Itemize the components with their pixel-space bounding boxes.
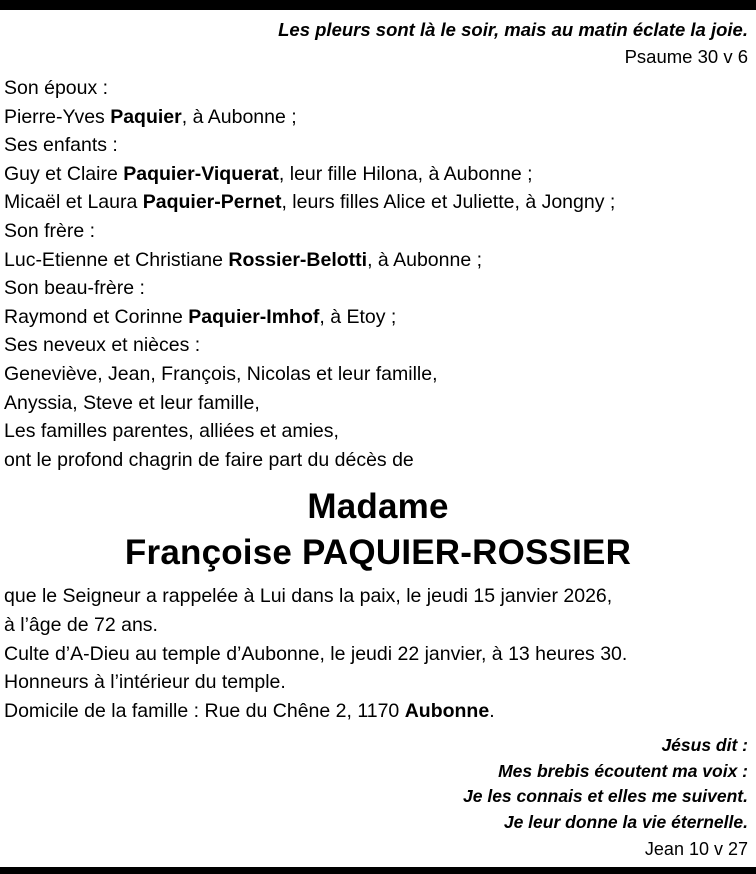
scripture-line: Je leur donne la vie éternelle. [503, 811, 748, 832]
closing-line [4, 582, 752, 611]
family-line [4, 360, 752, 389]
text-run: Culte d’A-Dieu au temple d’Aubonne, le jeudi 22 janvier, à 13 heures 30. [4, 642, 628, 665]
family-line [4, 246, 752, 275]
deceased-honorific: Madame [307, 487, 449, 527]
scripture-line: Mes brebis écoutent ma voix : [498, 760, 748, 781]
closing-list [4, 582, 752, 725]
family-line [4, 417, 752, 446]
family-list [4, 74, 752, 474]
text-run: Ses neveux et nièces : [4, 334, 201, 357]
scripture-reference: Jean 10 v 27 [644, 839, 748, 860]
text-run: Anyssia, Steve et leur famille, [4, 391, 260, 414]
family-name-emphasis: Aubonne [404, 699, 490, 722]
epigraph-quote: Les pleurs sont là le soir, mais au matin éclate la joie. [278, 19, 748, 40]
closing-line [4, 697, 752, 726]
text-run: Honneurs à l’intérieur du temple. [4, 671, 286, 694]
text-run: , à Aubonne ; [181, 105, 297, 128]
family-line [4, 160, 752, 189]
closing-line [4, 668, 752, 697]
notice-body [0, 10, 756, 863]
text-run: Geneviève, Jean, François, Nicolas et leur famille, [4, 362, 438, 385]
text-run: , à Etoy ; [319, 305, 397, 328]
family-line [4, 389, 752, 418]
closing-line [4, 640, 752, 669]
text-run: Les familles parentes, alliées et amies, [4, 420, 339, 443]
family-line [4, 217, 752, 246]
text-run: Son époux : [4, 77, 109, 99]
text-run: Ses enfants : [4, 134, 118, 157]
bottom-rule [0, 867, 756, 874]
text-run: Son frère : [4, 219, 96, 242]
text-run: à l’âge de 72 ans. [4, 613, 158, 636]
family-name-emphasis: Paquier-Pernet [142, 191, 282, 214]
text-run: . [489, 699, 495, 722]
family-line [4, 103, 752, 132]
family-name-emphasis: Paquier-Viquerat [123, 162, 279, 185]
deceased-name: Françoise PAQUIER-ROSSIER [124, 533, 632, 573]
family-line [4, 74, 752, 103]
text-run: , leurs filles Alice et Juliette, à Jongny ; [281, 191, 616, 214]
top-rule [0, 0, 756, 10]
family-line [4, 303, 752, 332]
text-run: Domicile de la famille : Rue du Chêne 2, 1170 [4, 699, 405, 722]
text-run: , à Aubonne ; [367, 248, 483, 271]
text-run: Guy et Claire [4, 162, 124, 185]
family-line [4, 131, 752, 160]
family-line [4, 274, 752, 303]
family-line [4, 331, 752, 360]
text-run: , leur fille Hilona, à Aubonne ; [278, 162, 533, 185]
scripture-line: Jésus dit : [661, 735, 748, 756]
text-run: Raymond et Corinne [4, 305, 189, 328]
text-run: que le Seigneur a rappelée à Lui dans la paix, le jeudi 15 janvier 2026, [4, 585, 613, 608]
scripture-line: Je les connais et elles me suivent. [463, 786, 748, 807]
family-line [4, 188, 752, 217]
text-run: Son beau-frère : [4, 277, 145, 300]
text-run: Pierre-Yves [4, 105, 111, 128]
text-run: Micaël et Laura [4, 191, 143, 214]
scripture-block [4, 733, 752, 835]
family-name-emphasis: Paquier [110, 105, 182, 128]
text-run: ont le profond chagrin de faire part du décès de [4, 448, 414, 471]
text-run: Luc-Etienne et Christiane [4, 248, 229, 271]
family-name-emphasis: Paquier-Imhof [188, 305, 320, 328]
epigraph-reference: Psaume 30 v 6 [624, 46, 748, 67]
closing-line [4, 611, 752, 640]
family-name-emphasis: Rossier-Belotti [228, 248, 368, 271]
family-line [4, 446, 752, 475]
